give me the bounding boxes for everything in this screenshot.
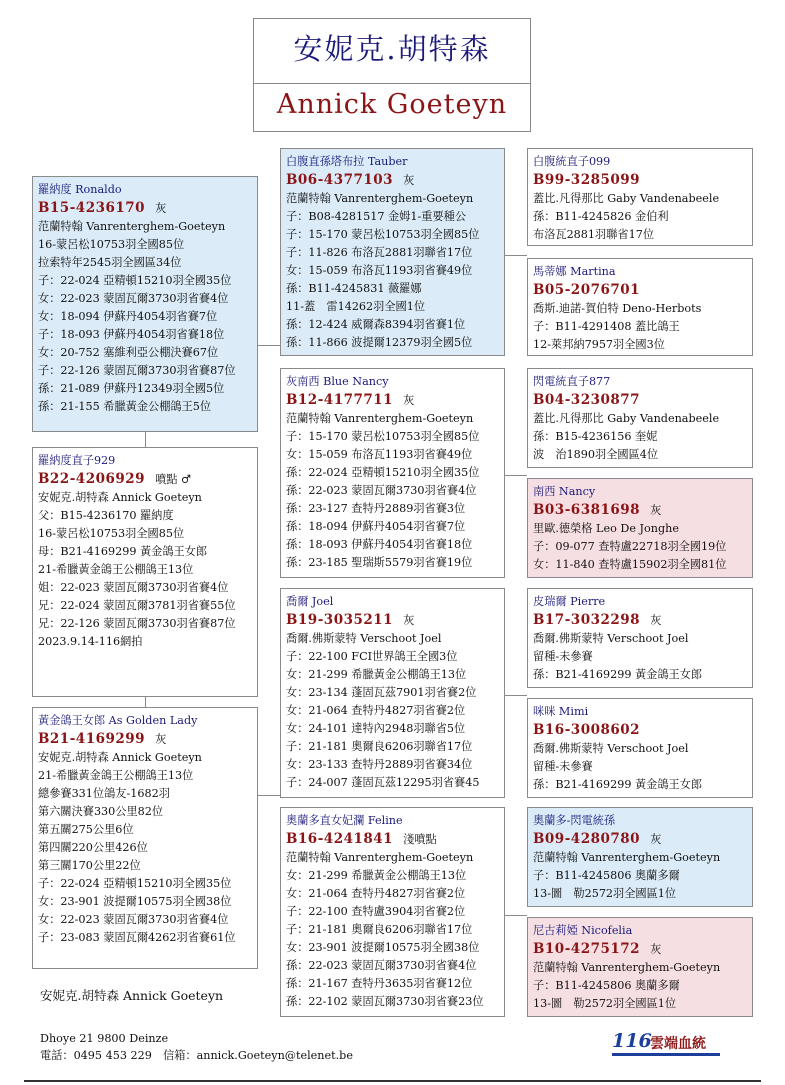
card-line: 波 治1890羽全國區4位 <box>533 448 659 461</box>
card-line: 孫：21-167 查特丹3635羽省賽12位 <box>286 977 473 990</box>
card-line: 孫：B11-4245826 金伯利 <box>533 210 669 223</box>
logo-text: 雲端血統 <box>650 1036 706 1052</box>
card-line: 里歐.德榮格 Leo De Jonghe <box>533 522 679 535</box>
ring-number: B05-2076701 <box>533 282 641 298</box>
card-line: 范蘭特翰 Vanrenterghem-Goeteyn <box>533 961 721 974</box>
color-label: 灰 <box>155 202 167 215</box>
title-box <box>253 18 531 132</box>
connector-line <box>505 255 527 256</box>
color-label: 灰 <box>650 943 662 956</box>
card-line: 女：23-133 查特丹2889羽省賽34位 <box>286 758 473 771</box>
connector-line <box>257 795 280 796</box>
logo-underline <box>612 1053 720 1056</box>
card-line: 13-圖 勒2572羽全國區1位 <box>533 997 677 1010</box>
pigeon-name: 喬爾 Joel <box>286 595 334 608</box>
card-line: 子：22-100 查特盧3904羽省賽2位 <box>286 905 466 918</box>
ring-number: B22-4206929 噴點 ♂ <box>38 471 192 487</box>
pedigree-card-gen2 <box>280 368 505 578</box>
card-line: 子：24-007 蓬固瓦茲12295羽省賽45 <box>286 776 480 789</box>
card-line: 16-蒙呂松10753羽全國85位 <box>38 527 185 540</box>
ring-number: B06-4377103 灰 <box>286 172 415 188</box>
pedigree-card-gen3 <box>527 368 753 468</box>
card-line: 女：21-299 希臘黃金公棚鴿王13位 <box>286 668 467 681</box>
ring-number: B15-4236170 灰 <box>38 200 167 216</box>
ring-number: B17-3032298 灰 <box>533 612 662 628</box>
card-line: 女：15-059 布洛瓦1193羽省賽49位 <box>286 264 473 277</box>
card-line: 13-圖 勒2572羽全國區1位 <box>533 887 677 900</box>
card-line: 兄：22-126 蒙固瓦爾3730羽省賽87位 <box>38 617 236 630</box>
pigeon-name: 尼古莉婭 Nicofelia <box>533 924 633 937</box>
pigeon-name: 白腹直孫塔布拉 Tauber <box>286 155 408 168</box>
card-line: 范蘭特翰 Vanrenterghem-Goeteyn <box>286 851 474 864</box>
title-divider <box>254 83 530 84</box>
ring-number: B19-3035211 灰 <box>286 612 415 628</box>
pedigree-card-sire <box>32 176 258 432</box>
color-label: 淺噴點 <box>403 833 437 846</box>
card-line: 第六關決賽330公里82位 <box>38 805 164 818</box>
card-line: 孫：B21-4169299 黃金鴿王女郎 <box>533 668 703 681</box>
pigeon-name: 南西 Nancy <box>533 485 596 498</box>
bottom-divider <box>24 1080 761 1082</box>
card-line: 孫：23-127 查特丹2889羽省賽3位 <box>286 502 466 515</box>
card-line: 兄：22-024 蒙固瓦爾3781羽省賽55位 <box>38 599 236 612</box>
connector-line <box>257 345 280 346</box>
card-line: 21-希臘黃金鴿王公棚鴿王13位 <box>38 563 194 576</box>
pedigree-card-gen3 <box>527 917 753 1017</box>
card-line: 第三關170公里22位 <box>38 859 141 872</box>
card-line: 范蘭特翰 Vanrenterghem-Goeteyn <box>533 851 721 864</box>
card-line: 子：B11-4291408 蓋比鴿王 <box>533 320 680 333</box>
logo-number: 116 <box>612 1030 652 1052</box>
pigeon-name: 咪咪 Mimi <box>533 705 589 718</box>
card-line: 喬爾.佛斯蒙特 Verschoot Joel <box>533 742 689 755</box>
card-line: 子：22-024 亞精頓15210羽全國35位 <box>38 877 232 890</box>
card-line: 女：23-901 波提爾10575羽全國38位 <box>286 941 480 954</box>
card-line: 孫：22-024 亞精頓15210羽全國35位 <box>286 466 480 479</box>
card-line: 女：15-059 布洛瓦1193羽省賽49位 <box>286 448 473 461</box>
card-line: 留種-未參賽 <box>533 650 593 663</box>
connector-line <box>505 695 527 696</box>
connector-line <box>505 475 527 476</box>
pedigree-card-gen3 <box>527 148 753 246</box>
card-line: 女：22-023 蒙固瓦爾3730羽省賽4位 <box>38 913 229 926</box>
pedigree-card-gen3 <box>527 478 753 578</box>
card-line: 子：B08-4281517 金姆1-重要種公 <box>286 210 467 223</box>
ring-number: B16-3008602 <box>533 722 641 738</box>
card-line: 16-蒙呂松10753羽全國85位 <box>38 238 185 251</box>
pedigree-card-gen2 <box>280 588 505 798</box>
card-line: 父：B15-4236170 羅納度 <box>38 509 174 522</box>
card-line: 孫：B15-4236156 奎妮 <box>533 430 658 443</box>
card-line: 孫：18-093 伊蘇丹4054羽省賽18位 <box>286 538 473 551</box>
pigeon-name: 皮瑞爾 Pierre <box>533 595 606 608</box>
card-line: 女：23-901 波提爾10575羽全國38位 <box>38 895 232 908</box>
card-line: 喬斯.迪諾-賀伯特 Deno-Herbots <box>533 302 702 315</box>
card-line: 孫：22-023 蒙固瓦爾3730羽省賽4位 <box>286 484 477 497</box>
card-line: 2023.9.14-116網拍 <box>38 635 143 648</box>
connector-line <box>145 432 146 447</box>
card-line: 子：23-083 蒙固瓦爾4262羽省賽61位 <box>38 931 236 944</box>
card-line: 布洛瓦2881羽聯省17位 <box>533 228 655 241</box>
pigeon-name: 灰南西 Blue Nancy <box>286 375 389 388</box>
card-line: 孫：22-023 蒙固瓦爾3730羽省賽4位 <box>286 959 477 972</box>
brand-logo <box>612 1030 722 1056</box>
card-line: 子：B11-4245806 奧蘭多爾 <box>533 869 680 882</box>
card-line: 12-萊邦納7957羽全國3位 <box>533 338 665 351</box>
card-line: 子：22-024 亞精頓15210羽全國35位 <box>38 274 232 287</box>
owner-name: 安妮克.胡特森 Annick Goeteyn <box>40 988 224 1003</box>
card-line: 子：21-181 奧爾良6206羽聯省17位 <box>286 740 473 753</box>
pigeon-name: 奧蘭多直女妃瀾 Feline <box>286 814 403 827</box>
ring-number: B03-6381698 灰 <box>533 502 662 518</box>
card-line: 范蘭特翰 Vanrenterghem-Goeteyn <box>286 192 474 205</box>
card-line: 孫：21-089 伊蘇丹12349羽全國5位 <box>38 382 225 395</box>
ring-number: B21-4169299 灰 <box>38 731 167 747</box>
ring-number: B12-4177711 灰 <box>286 392 415 408</box>
card-line: 第五關275公里6位 <box>38 823 134 836</box>
card-line: 蓋比.凡得那比 Gaby Vandenabeele <box>533 412 720 425</box>
title-english: Annick Goeteyn <box>276 89 508 120</box>
card-line: 子：15-170 蒙呂松10753羽全國85位 <box>286 430 480 443</box>
color-label: 灰 <box>650 614 662 627</box>
pedigree-card-gen2 <box>280 807 505 1017</box>
card-line: 留種-未參賽 <box>533 760 593 773</box>
card-line: 女：11-840 查特盧15902羽全國81位 <box>533 558 727 571</box>
card-line: 范蘭特翰 Vanrenterghem-Goeteyn <box>286 412 474 425</box>
pigeon-name: 白腹統直子099 <box>533 155 611 168</box>
pedigree-card-gen2 <box>280 148 505 356</box>
pedigree-card-gen3 <box>527 258 753 356</box>
card-line: 子：11-826 布洛瓦2881羽聯省17位 <box>286 246 473 259</box>
color-label: 噴點 ♂ <box>155 473 192 486</box>
card-line: 女：21-064 查特丹4827羽省賽2位 <box>286 704 466 717</box>
card-line: 21-希臘黃金鴿王公棚鴿王13位 <box>38 769 194 782</box>
footer <box>40 1030 353 1064</box>
card-line: 姐：22-023 蒙固瓦爾3730羽省賽4位 <box>38 581 229 594</box>
card-line: 孫：23-185 聖瑞斯5579羽省賽19位 <box>286 556 473 569</box>
footer-contact: 電話：0495 453 229 信箱：annick.Goeteyn@telenet.be <box>40 1049 353 1062</box>
connector-line <box>505 915 527 916</box>
pigeon-name: 馬蒂娜 Martina <box>533 265 616 278</box>
ring-number: B09-4280780 灰 <box>533 831 662 847</box>
card-line: 女：18-094 伊蘇丹4054羽省賽7位 <box>38 310 218 323</box>
ring-number: B10-4275172 灰 <box>533 941 662 957</box>
card-line: 女：20-752 塞維利亞公棚決賽67位 <box>38 346 219 359</box>
card-line: 喬爾.佛斯蒙特 Verschoot Joel <box>533 632 689 645</box>
ring-number: B04-3230877 <box>533 392 641 408</box>
connector-line <box>145 697 146 707</box>
card-line: 子：15-170 蒙呂松10753羽全國85位 <box>286 228 480 241</box>
pedigree-card-subject <box>32 447 258 697</box>
pigeon-name: 黃金鴿王女郎 As Golden Lady <box>38 714 198 727</box>
pigeon-name: 閃電統直子877 <box>533 375 611 388</box>
card-line: 喬爾.佛斯蒙特 Verschoot Joel <box>286 632 442 645</box>
card-line: 女：22-023 蒙固瓦爾3730羽省賽4位 <box>38 292 229 305</box>
color-label: 灰 <box>403 394 415 407</box>
card-line: 子：22-100 FCI世界鴿王全國3位 <box>286 650 458 663</box>
pedigree-card-dam <box>32 707 258 969</box>
card-line: 女：23-134 蓬固瓦茲7901羽省賽2位 <box>286 686 477 699</box>
card-line: 范蘭特翰 Vanrenterghem-Goeteyn <box>38 220 226 233</box>
ring-number: B16-4241841 淺噴點 <box>286 831 437 847</box>
title-chinese: 安妮克.胡特森 <box>293 32 491 66</box>
color-label: 灰 <box>403 614 415 627</box>
card-line: 子：B11-4245806 奧蘭多爾 <box>533 979 680 992</box>
card-line: 安妮克.胡特森 Annick Goeteyn <box>38 491 202 504</box>
color-label: 灰 <box>650 504 662 517</box>
card-line: 孫：12-424 威爾森8394羽省賽1位 <box>286 318 466 331</box>
color-label: 灰 <box>403 174 415 187</box>
pedigree-card-gen3 <box>527 807 753 907</box>
card-line: 蓋比.凡得那比 Gaby Vandenabeele <box>533 192 720 205</box>
color-label: 灰 <box>155 733 167 746</box>
card-line: 孫：21-155 希臘黃金公棚鴿王5位 <box>38 400 212 413</box>
card-line: 孫：11-866 波提爾12379羽全國5位 <box>286 336 473 349</box>
card-line: 孫：22-102 蒙固瓦爾3730羽省賽23位 <box>286 995 484 1008</box>
ring-number: B99-3285099 <box>533 172 641 188</box>
card-line: 第四關220公里426位 <box>38 841 148 854</box>
pedigree-card-gen3 <box>527 698 753 798</box>
card-line: 子：09-077 查特盧22718羽全國19位 <box>533 540 727 553</box>
card-line: 孫：18-094 伊蘇丹4054羽省賽7位 <box>286 520 466 533</box>
pigeon-name: 羅納度直子929 <box>38 454 116 467</box>
card-line: 拉索特年2545羽全國區34位 <box>38 256 182 269</box>
card-line: 孫：B21-4169299 黃金鴿王女郎 <box>533 778 703 791</box>
pedigree-card-gen3 <box>527 588 753 688</box>
card-line: 安妮克.胡特森 Annick Goeteyn <box>38 751 202 764</box>
card-line: 總參賽331位鴿友-1682羽 <box>38 787 170 800</box>
card-line: 11-蓋 雷14262羽全國1位 <box>286 300 426 313</box>
card-line: 母：B21-4169299 黃金鴿王女郎 <box>38 545 208 558</box>
footer-address: Dhoye 21 9800 Deinze <box>40 1032 169 1045</box>
card-line: 女：21-299 希臘黃金公棚鴿王13位 <box>286 869 467 882</box>
pigeon-name: 奧蘭多-閃電統孫 <box>533 814 616 827</box>
card-line: 女：24-101 達特內2948羽聯省5位 <box>286 722 466 735</box>
card-line: 女：21-064 查特丹4827羽省賽2位 <box>286 887 466 900</box>
card-line: 子：18-093 伊蘇丹4054羽省賽18位 <box>38 328 225 341</box>
card-line: 子：22-126 蒙固瓦爾3730羽省賽87位 <box>38 364 236 377</box>
card-line: 孫：B11-4245831 薇羅娜 <box>286 282 422 295</box>
card-line: 子：21-181 奧爾良6206羽聯省17位 <box>286 923 473 936</box>
color-label: 灰 <box>650 833 662 846</box>
pigeon-name: 羅納度 Ronaldo <box>38 183 122 196</box>
